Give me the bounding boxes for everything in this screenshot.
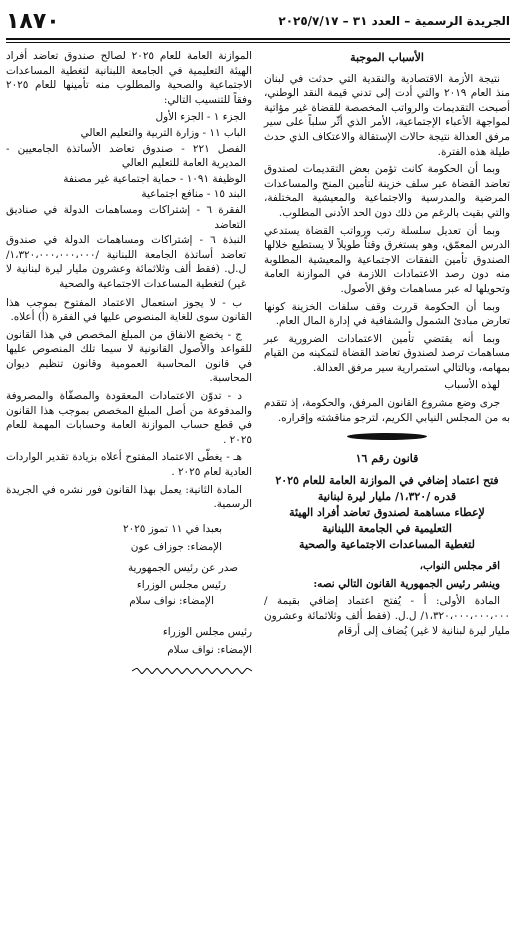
allocation-item: الوظيفة ١٠٩١ - حماية اجتماعية غير مصنفة: [63, 172, 246, 185]
allocation-item: النبذة ٦ - إشتراكات ومساهمات الدولة في صندوق تعاضد أساتذة الجامعة اللبنانية /١،٣٢٠،٠٠٠،٠٠٠،٠٠٠/ ل.ل. (فقط ألف وثلاثمائة وعشرون مليار ليرة لبنانية لا غير) لتغطية المساعدات الاجتماعية والصحية: [6, 234, 246, 290]
allocation-item: الفقرة ٦ - إشتراكات ومساهمات الدولة في صناديق التعاضد: [6, 203, 247, 231]
pm-signature-2: الإمضاء: نواف سلام: [167, 644, 252, 657]
president-signature: الإمضاء: جوزاف عون: [130, 541, 222, 554]
article-one-continued: الموازنة العامة للعام ٢٠٢٥ لصالح صندوق تعاضد أفراد الهيئة التعليمية في الجامعة اللبنانية لتغطية المساعدات الاجتماعية والصحية والمطلوب منه تأمينها للعام ٢٠٢٥ وفقاً للتنسيب التالي:: [6, 50, 252, 106]
date-line: بعبدا في ١١ تموز ٢٠٢٥: [122, 522, 222, 535]
allocation-item: الباب ١١ - وزارة التربية والتعليم العالي: [80, 126, 246, 139]
reasons-heading: الأسباب الموجبة: [350, 51, 424, 64]
pm-title-2: رئيس مجلس الوزراء: [162, 625, 252, 638]
law-title-line: قدره /١،٣٢٠/ مليار ليرة لبنانية: [317, 490, 457, 504]
issued-by-block: [6, 561, 252, 609]
page-header: [6, 6, 510, 36]
issue-line: الجريدة الرسمية – العدد ٣١ – ٢٠٢٥/٧/١٧: [278, 14, 510, 28]
section-divider: [264, 431, 510, 441]
reason-paragraph: لهذه الأسباب: [444, 379, 500, 392]
pm-title: رئيس مجلس الوزراء: [136, 578, 226, 591]
issued-by: صدر عن رئيس الجمهورية: [127, 562, 238, 574]
law-title-line: لتغطية المساعدات الاجتماعية والصحية: [299, 538, 475, 552]
adopted-line: اقر مجلس النواب،: [419, 560, 500, 573]
reason-paragraph: وبما أن الحكومة كانت تؤمن بعض التقديمات لصندوق تعاضد القضاة عبر سلف خزينة لتأمين المنح والمساعدات المرضية والمدرسية والاجتماعية والمعيشية المختلفة، والتي بقيت بالرغم من ذلك دون الحد الأدنى المطلوب.: [264, 163, 510, 219]
para-b: ب - لا يجوز استعمال الاعتماد المفتوح بموجب هذا القانون سوى للغاية المنصوص عليها في الفقرة (أ) أعلاه.: [6, 296, 252, 324]
columns: [6, 49, 510, 679]
para-e: هـ - يغطّى الاعتماد المفتوح أعلاه بزيادة تقدير الواردات العادية لعام ٢٠٢٥ .: [6, 451, 252, 479]
law-number: قانون رقم ١٦: [355, 452, 419, 466]
law-title: [264, 473, 510, 553]
article-two: المادة الثانية: يعمل بهذا القانون فور نشره في الجريدة الرسمية.: [6, 483, 252, 511]
law-title-line: لإعطاء مساهمة لصندوق تعاضد أفراد الهيئة: [289, 506, 485, 520]
signature-block: [6, 522, 252, 555]
para-d: د - تدوّن الاعتمادات المعقودة والمصفّاة والمصروفة والمدفوعة من أصل المبلغ المخصص بموجب هذا القانون في قطع حساب الموازنة العامة وحسابات المهمة للعام ٢٠٢٥ .: [6, 390, 252, 446]
header-rule: [6, 38, 510, 43]
reason-paragraph: نتيجة الأزمة الاقتصادية والنقدية التي حدثت في لبنان منذ العام ٢٠١٩ والتي أدت إلى تدني قيمة النقد الوطني، أصبحت التقديمات والرواتب المخصصة للقضاة غير مؤاتية لمواجهة الأعباء الإجتماعية، الأمر الذي أثّر سلباً على سير مرفق العدالة نتيجة حالات الإستقالة والاعتكاف الذي حدث طيلة هذه الفترة.: [264, 72, 510, 158]
allocation-item: البند ١٥ - منافع اجتماعية: [141, 188, 246, 201]
article-one: المادة الأولى: أ - يُفتح اعتماد إضافي بقيمة /١،٣٢٠،٠٠٠،٠٠٠،٠٠٠/ ل.ل. (فقط ألف وثلاثمائة وعشرون مليار ليرة لبنانية لا غير) يُضاف إلى أرقام: [264, 595, 510, 637]
end-ornament: [132, 668, 252, 674]
promulgates-line: وينشر رئيس الجمهورية القانون التالي نصه:: [313, 577, 500, 590]
pm-signature: الإمضاء: نواف سلام: [129, 595, 214, 608]
reason-paragraph: وبما أن تعديل سلسلة رتب ورواتب القضاة يستدعي الدرس المعمّق، وهو يستغرق وقتاً طويلاً لا يستطيع خلالها الصندوق تأمين النفقات الاجتماعية والمعيشية المطلوبة منه دون رصد الاعتمادات اللازمة في الموازنة العامة وتحويلها له عبر مساهمات وفق الأصول.: [264, 224, 510, 295]
page-number: ١٨٧٠: [6, 8, 60, 34]
allocation-list: [6, 110, 246, 291]
right-column: [264, 49, 510, 679]
countersign-block: [6, 625, 252, 658]
law-title-line: فتح اعتماد إضافي في الموازنة العامة للعام ٢٠٢٥: [275, 474, 499, 488]
law-title-line: التعليمية في الجامعة اللبنانية: [322, 522, 452, 536]
allocation-item: الفصل ٢٢١ - صندوق تعاضد الأساتذة الجامعيين - المديرية العامة للتعليم العالي: [6, 142, 246, 170]
reason-paragraph: جرى وضع مشروع القانون المرفق، والحكومة، إذ تتقدم به من المجلس النيابي الكريم، لترجو مناقشته وإقراره.: [264, 397, 510, 424]
allocation-item: الجزء ١ - الجزء الأول: [155, 111, 246, 124]
left-column: [6, 49, 252, 679]
para-c: ج - يخضع الانفاق من المبلغ المخصص في هذا القانون للقواعد والأصول القانونية لا سيما تلك المنصوص عليها في قانون المحاسبة العمومية وقانون تنظيم ديوان المحاسبة.: [6, 328, 252, 385]
reason-paragraph: وبما أنه يقتضي تأمين الاعتمادات الضرورية عبر مساهمات ترصد لصندوق تعاضد القضاة لتمكينه من القيام بمهامه، وبالتالي استمرارية سير مرفق العدالة.: [264, 332, 510, 374]
reason-paragraph: وبما أن الحكومة قررت وقف سلفات الخزينة كونها تعارض مبادئ الشمول والشفافية في إدارة المال العام.: [264, 300, 510, 328]
